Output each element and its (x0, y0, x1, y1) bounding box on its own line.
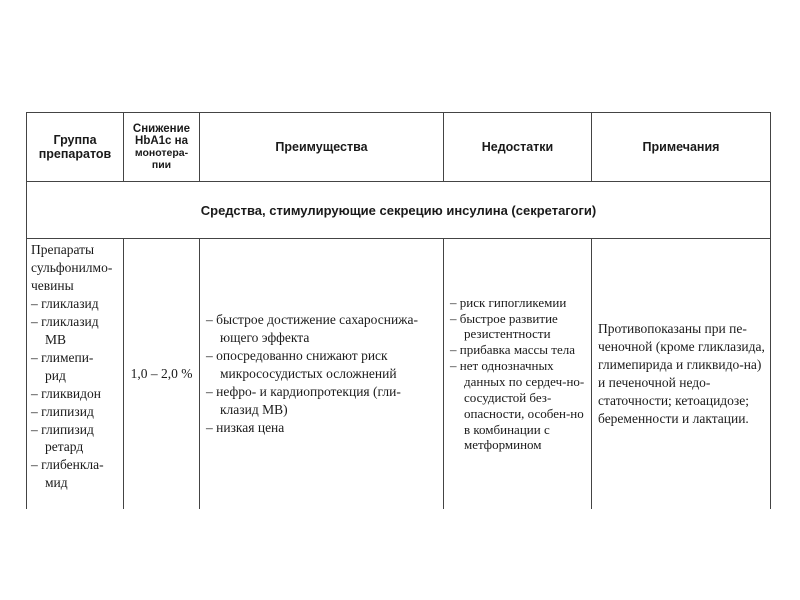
group-lines (31, 241, 119, 492)
header-group-line: Группа (53, 132, 97, 147)
group-line: рид (45, 367, 66, 383)
group-cell (27, 239, 124, 510)
header-group (27, 113, 124, 182)
header-group-line: препаратов (38, 147, 112, 161)
advantage-item: – опосредованно снижают риск микрососудистых осложнений (206, 347, 437, 383)
group-line: – гликлазид (31, 313, 99, 329)
group-line: – глибенкла- (31, 457, 104, 473)
group-line: – гликвидон (31, 385, 101, 401)
group-line: мид (45, 475, 68, 491)
header-reduction (124, 113, 200, 182)
disadvantage-item: – прибавка массы тела (450, 342, 586, 358)
group-line: сульфонилмо- (31, 259, 113, 275)
drug-comparison-table (26, 112, 771, 509)
header-notes: Примечания (592, 113, 771, 182)
reduction-cell: 1,0 – 2,0 % (124, 239, 200, 510)
header-advantages: Преимущества (200, 113, 444, 182)
group-line: – глипизид (31, 403, 94, 419)
advantages-list (206, 311, 437, 437)
group-line: чевины (31, 277, 74, 293)
section-row (27, 182, 771, 239)
advantages-cell (200, 239, 444, 510)
header-row (27, 113, 771, 182)
disadvantage-item: – нет однозначных данных по сердеч-но-сосудистой без-опасности, особен-но в комбинации с метформином (450, 358, 586, 453)
group-line: – глимепи- (31, 349, 94, 365)
table-row (27, 239, 771, 510)
group-line: МВ (45, 331, 67, 347)
notes-cell: Противопоказаны при пе-ченочной (кроме гликлазида, глимепирида и гликвидо-на) и печеночной недо-статочности; кетоацидозе; беременности и лактации. (592, 239, 771, 510)
disadvantages-list (450, 295, 586, 454)
group-line: – глипизид (31, 421, 94, 437)
advantage-item: – нефро- и кардиопротекция (гли-клазид МВ) (206, 383, 437, 419)
header-reduction-line: монотера- (134, 147, 189, 160)
disadvantage-item: – риск гипогликемии (450, 295, 586, 311)
advantage-item: – низкая цена (206, 419, 437, 437)
header-disadvantages: Недостатки (444, 113, 592, 182)
advantage-item: – быстрое достижение сахароснижа-ющего эффекта (206, 311, 437, 347)
header-reduction-line: пии (151, 158, 172, 171)
disadvantage-item: – быстрое развитие резистентности (450, 311, 586, 343)
header-reduction-line: HbA1c на (135, 135, 188, 148)
group-line: Препараты (31, 242, 95, 257)
disadvantages-cell (444, 239, 592, 510)
header-reduction-line: Снижение (132, 122, 191, 135)
group-line: ретард (45, 439, 84, 455)
section-title: Средства, стимулирующие секрецию инсулина (секретагоги) (27, 182, 771, 239)
group-line: – гликлазид (31, 295, 99, 311)
